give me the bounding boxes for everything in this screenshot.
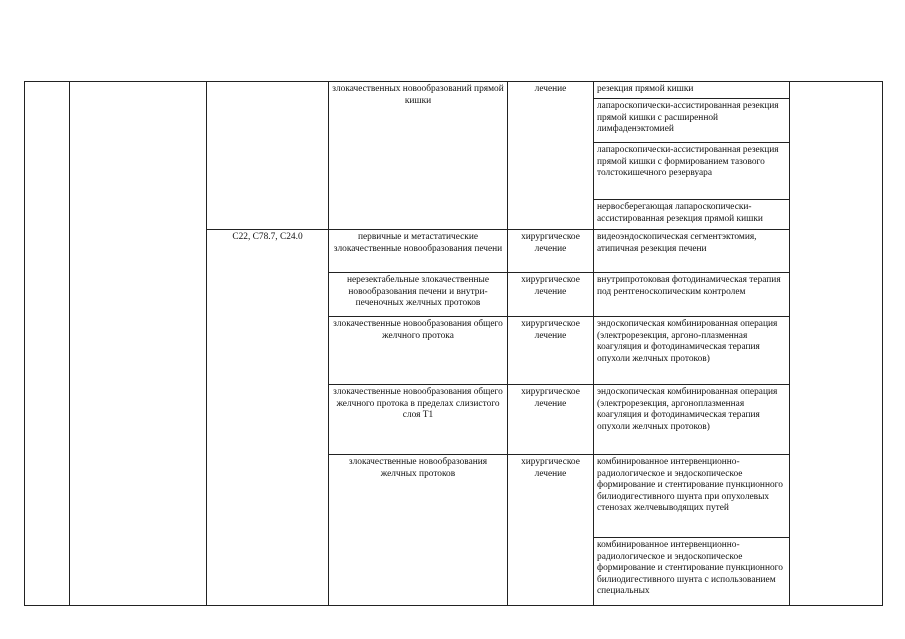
method-cell: комбинированное интервенционно-радиологическое и эндоскопическое формирование и стентирование пункционного билиодигестивного шунта при опухолевых стенозах желчевыводящих путей bbox=[594, 455, 790, 538]
column-number-cell bbox=[25, 82, 70, 606]
treatment-type-cell: лечение bbox=[508, 82, 594, 230]
method-cell bbox=[594, 538, 790, 606]
method-cell: видеоэндоскопическая сегментэктомия, атипичная резекция печени bbox=[594, 230, 790, 273]
treatment-type-cell: хирургическое лечение bbox=[508, 317, 594, 385]
treatment-type-cell: хирургическое лечение bbox=[508, 455, 594, 606]
method-cell: эндоскопическая комбинированная операция (электрорезекция, аргоно-плазменная коагуляция и фотодинамическая терапия опухоли желчных протоков) bbox=[594, 317, 790, 385]
method-cell: лапароскопически-ассистированная резекция прямой кишки с расширенной лимфаденэктомией bbox=[594, 99, 790, 143]
treatment-table bbox=[24, 81, 883, 606]
method-cell: нервосберегающая лапароскопически-ассистированная резекция прямой кишки bbox=[594, 200, 790, 230]
disease-cell: злокачественные новообразования желчных протоков bbox=[329, 455, 508, 606]
column-cost-cell bbox=[790, 82, 883, 606]
column-profile-cell bbox=[70, 82, 207, 606]
disease-cell: злокачественные новообразования общего желчного протока bbox=[329, 317, 508, 385]
icd-code-cell bbox=[207, 82, 329, 230]
method-cell: лапароскопически-ассистированная резекция прямой кишки с формированием тазового толстокишечного резервуара bbox=[594, 143, 790, 200]
disease-cell: нерезектабельные злокачественные новообразования печени и внутри-печеночных желчных протоков bbox=[329, 273, 508, 317]
icd-code-cell: C22, C78.7, C24.0 bbox=[207, 230, 329, 606]
disease-cell: злокачественных новообразований прямой кишки bbox=[329, 82, 508, 230]
method-cell: внутрипротоковая фотодинамическая терапия под рентгеноскопическим контролем bbox=[594, 273, 790, 317]
treatment-type-cell: хирургическое лечение bbox=[508, 230, 594, 273]
disease-cell: первичные и метастатические злокачественные новообразования печени bbox=[329, 230, 508, 273]
disease-cell: злокачественные новообразования общего желчного протока в пределах слизистого слоя T1 bbox=[329, 385, 508, 455]
method-cell: эндоскопическая комбинированная операция (электрорезекция, аргоноплазменная коагуляция и фотодинамическая терапия опухоли желчных протоков) bbox=[594, 385, 790, 455]
method-text: комбинированное интервенционно-радиологическое и эндоскопическое формирование и стентирование пункционного билиодигестивного шунта с использованием специальных bbox=[597, 540, 783, 597]
treatment-type-cell: хирургическое лечение bbox=[508, 273, 594, 317]
treatment-type-cell: хирургическое лечение bbox=[508, 385, 594, 455]
method-cell: резекция прямой кишки bbox=[594, 82, 790, 99]
